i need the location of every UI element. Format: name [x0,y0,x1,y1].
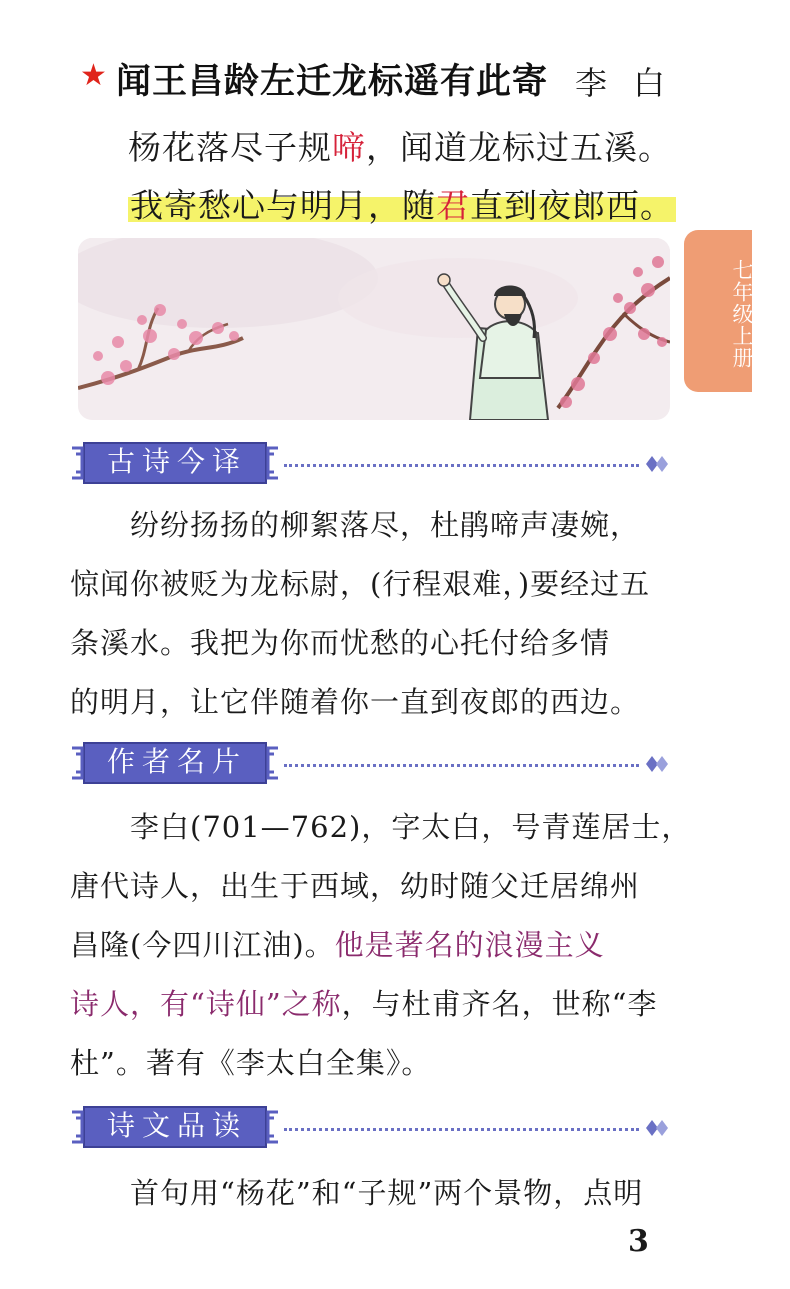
appreciation-paragraph [70,1164,674,1223]
poem-title: 闻王昌龄左迁龙标遥有此寄 [116,62,549,102]
section-header-translation [70,440,674,488]
section-title: 古诗今译 [106,445,247,478]
verse-1-key-char: 啼 [332,128,366,167]
section-header-author [70,740,674,788]
translation-line-4: 的明月，让它伴随着你一直到夜郎的西边。 [70,685,641,719]
dotted-divider [284,464,639,467]
poem-author: 李白 [575,64,692,102]
author-line-4-emphasis: 诗人，有“诗仙”之称 [70,987,342,1021]
translation-line-2: 惊闻你被贬为龙标尉，(行程艰难，)要经过五 [70,567,651,601]
translation-paragraph [70,496,674,732]
verse-2-key-char: 君 [436,186,470,225]
section-title: 作者名片 [106,745,247,778]
author-paragraph [70,798,692,1093]
page-number: 3 [628,1224,649,1259]
author-line-3-emphasis: 他是著名的浪漫主义 [334,928,605,962]
appreciation-line-1: 首句用“杨花”和“子规”两个景物，点明 [70,1176,644,1210]
poem-verse-1 [128,122,672,169]
author-line-4 [70,975,674,1034]
section-header-appreciation [70,1104,674,1152]
author-line-3-a: 昌隆(今四川江油)。 [70,928,335,962]
star-icon: ★ [80,58,107,93]
verse-1-text-a: 杨花落尽子规 [128,128,332,167]
dotted-divider [284,1128,639,1131]
verse-2-highlight [128,186,676,225]
author-line-2: 唐代诗人，出生于西域，幼时随父迁居绵州 [70,869,641,903]
diamond-ornament-icon [645,453,671,475]
author-line-4-b: ，与杜甫齐名，世称“李 [341,987,658,1021]
author-line-1: 李白(701—762)，字太白，号青莲居士， [70,810,692,844]
diamond-ornament-icon [645,753,671,775]
author-line-5: 杜”。著有《李太白全集》。 [70,1046,432,1080]
translation-line-1: 纷纷扬扬的柳絮落尽，杜鹃啼声凄婉， [70,508,641,542]
grade-side-tab [684,230,752,392]
translation-line-3: 条溪水。我把为你而忧愁的心托付给多情 [70,626,611,660]
plum-blossom-poet-image [78,238,670,420]
section-title: 诗文品读 [106,1109,247,1142]
poem-title-row [80,52,692,108]
poet-illustration [78,238,670,420]
author-line-3 [70,916,674,975]
grade-side-tab-label: 七年级上册 [730,259,754,369]
dotted-divider [284,764,639,767]
verse-2-text-a: 我寄愁心与明月，随 [130,186,436,225]
verse-1-text-b: ，闻道龙标过五溪。 [366,128,672,167]
verse-2-text-b: 直到夜郎西。 [470,186,674,225]
diamond-ornament-icon [645,1117,671,1139]
poem-verse-2 [128,180,676,227]
